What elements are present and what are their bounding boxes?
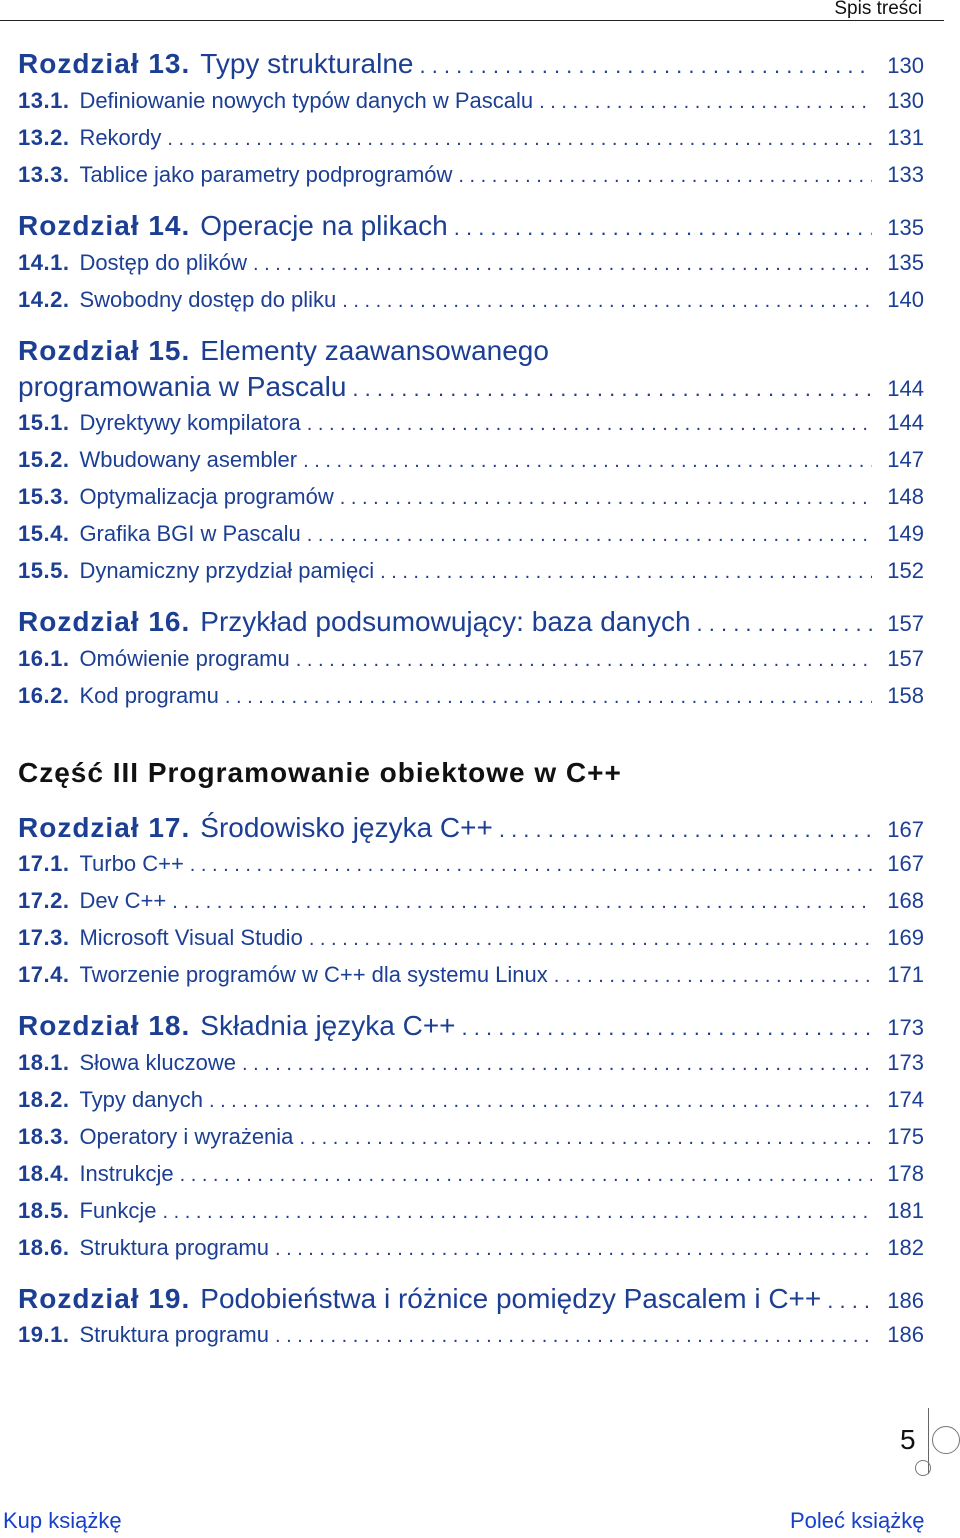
toc-section-title: Struktura programu <box>79 1235 269 1260</box>
toc-section-title: Struktura programu <box>79 1322 269 1347</box>
toc-section-title: Typy danych <box>79 1087 203 1112</box>
dot-leader <box>419 53 872 79</box>
toc-section-entry[interactable] <box>18 1050 924 1086</box>
toc-section-number: 17.2. <box>18 888 70 913</box>
toc-chapter-entry[interactable] <box>18 371 924 407</box>
toc-section-number: 13.3. <box>18 162 70 187</box>
toc-section-title: Dyrektywy kompilatora <box>79 410 301 435</box>
recommend-book-link[interactable]: Poleć książkę <box>790 1508 925 1533</box>
toc-section-entry[interactable] <box>18 1161 924 1197</box>
toc-section-title: Funkcje <box>79 1198 157 1223</box>
dot-leader <box>296 649 872 672</box>
dot-leader <box>352 376 872 402</box>
toc-section-number: 15.2. <box>18 447 70 472</box>
toc-chapter-title: Przykład podsumowujący: baza danych <box>200 606 691 637</box>
toc-section-entry[interactable] <box>18 558 924 594</box>
toc-page-number: 167 <box>887 851 924 876</box>
toc-section-number: 15.4. <box>18 521 70 546</box>
dot-leader <box>499 817 872 843</box>
toc-chapter-number: Rozdział 18. <box>18 1010 191 1041</box>
toc-section-entry[interactable] <box>18 1198 924 1234</box>
toc-section-entry[interactable] <box>18 925 924 961</box>
toc-section-entry[interactable] <box>18 88 924 124</box>
toc-page-number: 144 <box>887 410 924 435</box>
toc-page-number: 175 <box>887 1124 924 1149</box>
toc-section-number: 16.1. <box>18 646 70 671</box>
toc-section-number: 18.6. <box>18 1235 70 1260</box>
toc-section-entry[interactable] <box>18 250 924 286</box>
toc-section-entry[interactable] <box>18 162 924 198</box>
toc-chapter-number: Rozdział 19. <box>18 1283 191 1314</box>
toc-section-entry[interactable] <box>18 287 924 323</box>
dot-leader <box>167 128 872 151</box>
toc-section-number: 14.2. <box>18 287 70 312</box>
toc-page-number: 140 <box>887 287 924 312</box>
toc-page-number: 135 <box>887 250 924 275</box>
toc-section-number: 19.1. <box>18 1322 70 1347</box>
toc-page-number: 182 <box>887 1235 924 1260</box>
toc-section-entry[interactable] <box>18 410 924 446</box>
running-head <box>0 0 944 21</box>
toc-section-title: Omówienie programu <box>79 646 290 671</box>
toc-section-number: 18.3. <box>18 1124 70 1149</box>
toc-section-title: Instrukcje <box>79 1161 174 1186</box>
toc-page-number: 158 <box>887 683 924 708</box>
toc-section-number: 17.4. <box>18 962 70 987</box>
toc-section-number: 18.1. <box>18 1050 70 1075</box>
toc-section-title: Dostęp do plików <box>79 250 247 275</box>
toc-section-number: 16.2. <box>18 683 70 708</box>
dot-leader <box>454 215 872 241</box>
dot-leader <box>253 253 872 276</box>
toc-section-title: Tworzenie programów w C++ dla systemu Linux <box>79 962 548 987</box>
dot-leader <box>697 611 872 637</box>
toc-page-number: 133 <box>887 162 924 187</box>
toc-section-entry[interactable] <box>18 447 924 483</box>
toc-section-entry[interactable] <box>18 125 924 161</box>
toc-section-title: Słowa kluczowe <box>79 1050 236 1075</box>
toc-chapter-entry[interactable] <box>18 48 924 84</box>
toc-section-number: 18.2. <box>18 1087 70 1112</box>
toc-chapter-number: Rozdział 13. <box>18 48 191 79</box>
toc-section-number: 13.2. <box>18 125 70 150</box>
toc-section-entry[interactable] <box>18 1124 924 1160</box>
toc-section-number: 17.3. <box>18 925 70 950</box>
toc-chapter-number: Rozdział 15. <box>18 335 191 366</box>
toc-page-number: 186 <box>887 1288 924 1313</box>
toc-chapter-entry[interactable] <box>18 210 924 246</box>
dot-leader <box>342 290 872 313</box>
toc-section-entry[interactable] <box>18 521 924 557</box>
toc-section-number: 13.1. <box>18 88 70 113</box>
dot-leader <box>380 561 872 584</box>
part-heading: Część III Programowanie obiektowe w C++ <box>18 757 622 788</box>
dot-leader <box>190 854 872 877</box>
toc-section-title: Tablice jako parametry podprogramów <box>79 162 453 187</box>
toc-page-number: 130 <box>887 88 924 113</box>
dot-leader <box>307 413 872 436</box>
toc-chapter-title-continued: programowania w Pascalu <box>18 371 347 402</box>
toc-page-number: 173 <box>887 1015 924 1040</box>
toc-section-entry[interactable] <box>18 1322 924 1358</box>
toc-chapter-title: Elementy zaawansowanego <box>200 335 549 366</box>
toc-chapter-entry[interactable] <box>18 1283 924 1319</box>
toc-section-number: 18.5. <box>18 1198 70 1223</box>
dot-leader <box>162 1201 872 1224</box>
toc-page-number: 135 <box>887 215 924 240</box>
toc-chapter-number: Rozdział 17. <box>18 812 191 843</box>
toc-chapter-number: Rozdział 16. <box>18 606 191 637</box>
toc-chapter-entry[interactable] <box>18 606 924 642</box>
dot-leader <box>307 524 872 547</box>
toc-page-number: 149 <box>887 521 924 546</box>
toc-page-number: 168 <box>887 888 924 913</box>
toc-section-number: 15.3. <box>18 484 70 509</box>
toc-chapter-title: Operacje na plikach <box>200 210 448 241</box>
dot-leader <box>539 91 872 114</box>
toc-section-number: 18.4. <box>18 1161 70 1186</box>
toc-chapter-first-line <box>18 335 549 367</box>
dot-leader <box>462 1015 872 1041</box>
toc-chapter-entry[interactable] <box>18 1010 924 1046</box>
toc-section-entry[interactable] <box>18 683 924 719</box>
toc-section-title: Dynamiczny przydział pamięci <box>79 558 375 583</box>
running-head-title: Spis treści <box>834 0 922 19</box>
toc-chapter-title: Podobieństwa i różnice pomiędzy Pascalem i C++ <box>200 1283 822 1314</box>
dot-leader <box>340 487 872 510</box>
toc-chapter-title: Środowisko języka C++ <box>200 812 493 843</box>
toc-page-number: 157 <box>887 646 924 671</box>
dot-leader <box>209 1090 872 1113</box>
dot-leader <box>180 1164 872 1187</box>
buy-book-link[interactable]: Kup książkę <box>3 1508 122 1533</box>
toc-section-title: Operatory i wyrażenia <box>79 1124 294 1149</box>
toc-section-entry[interactable] <box>18 484 924 520</box>
toc-page-number: 130 <box>887 53 924 78</box>
dot-leader <box>458 165 872 188</box>
dot-leader <box>225 686 872 709</box>
toc-section-entry[interactable] <box>18 851 924 887</box>
toc-page-number: 148 <box>887 484 924 509</box>
toc-section-entry[interactable] <box>18 962 924 998</box>
dot-leader <box>275 1325 872 1348</box>
toc-section-title: Microsoft Visual Studio <box>79 925 303 950</box>
toc-section-entry[interactable] <box>18 888 924 924</box>
toc-section-title: Dev C++ <box>79 888 167 913</box>
toc-section-number: 17.1. <box>18 851 70 876</box>
dot-leader <box>172 891 872 914</box>
toc-page-number: 144 <box>887 376 924 401</box>
toc-page-number: 167 <box>887 817 924 842</box>
dot-leader <box>309 928 872 951</box>
toc-section-title: Definiowanie nowych typów danych w Pascalu <box>79 88 534 113</box>
toc-section-title: Wbudowany asembler <box>79 447 298 472</box>
toc-chapter-title: Typy strukturalne <box>200 48 414 79</box>
toc-section-entry[interactable] <box>18 1087 924 1123</box>
toc-page-number: 152 <box>887 558 924 583</box>
toc-section-number: 15.5. <box>18 558 70 583</box>
toc-section-title: Swobodny dostęp do pliku <box>79 287 337 312</box>
toc-page-number: 147 <box>887 447 924 472</box>
toc-section-entry[interactable] <box>18 1235 924 1271</box>
toc-page-number: 131 <box>887 125 924 150</box>
toc-section-title: Rekordy <box>79 125 162 150</box>
dot-leader <box>303 450 872 473</box>
page-ornament-circle <box>932 1426 960 1454</box>
dot-leader <box>299 1127 872 1150</box>
toc-section-entry[interactable] <box>18 646 924 682</box>
toc-page-number: 186 <box>887 1322 924 1347</box>
toc-page-number: 157 <box>887 611 924 636</box>
dot-leader <box>275 1238 872 1261</box>
toc-section-title: Kod programu <box>79 683 219 708</box>
toc-section-title: Turbo C++ <box>79 851 184 876</box>
dot-leader <box>827 1288 872 1314</box>
toc-section-title: Optymalizacja programów <box>79 484 334 509</box>
toc-page-number: 169 <box>887 925 924 950</box>
toc-page-number: 173 <box>887 1050 924 1075</box>
toc-chapter-entry[interactable] <box>18 812 924 848</box>
toc-page-number: 181 <box>887 1198 924 1223</box>
dot-leader <box>554 965 872 988</box>
page-ornament-small-circle <box>915 1460 931 1476</box>
page-number: 5 <box>900 1424 916 1455</box>
toc-page-number: 174 <box>887 1087 924 1112</box>
toc-section-number: 15.1. <box>18 410 70 435</box>
toc-section-title: Grafika BGI w Pascalu <box>79 521 301 546</box>
dot-leader <box>242 1053 872 1076</box>
toc-section-number: 14.1. <box>18 250 70 275</box>
toc-page-number: 178 <box>887 1161 924 1186</box>
toc-page-number: 171 <box>887 962 924 987</box>
toc-chapter-number: Rozdział 14. <box>18 210 191 241</box>
toc-chapter-title: Składnia języka C++ <box>200 1010 456 1041</box>
